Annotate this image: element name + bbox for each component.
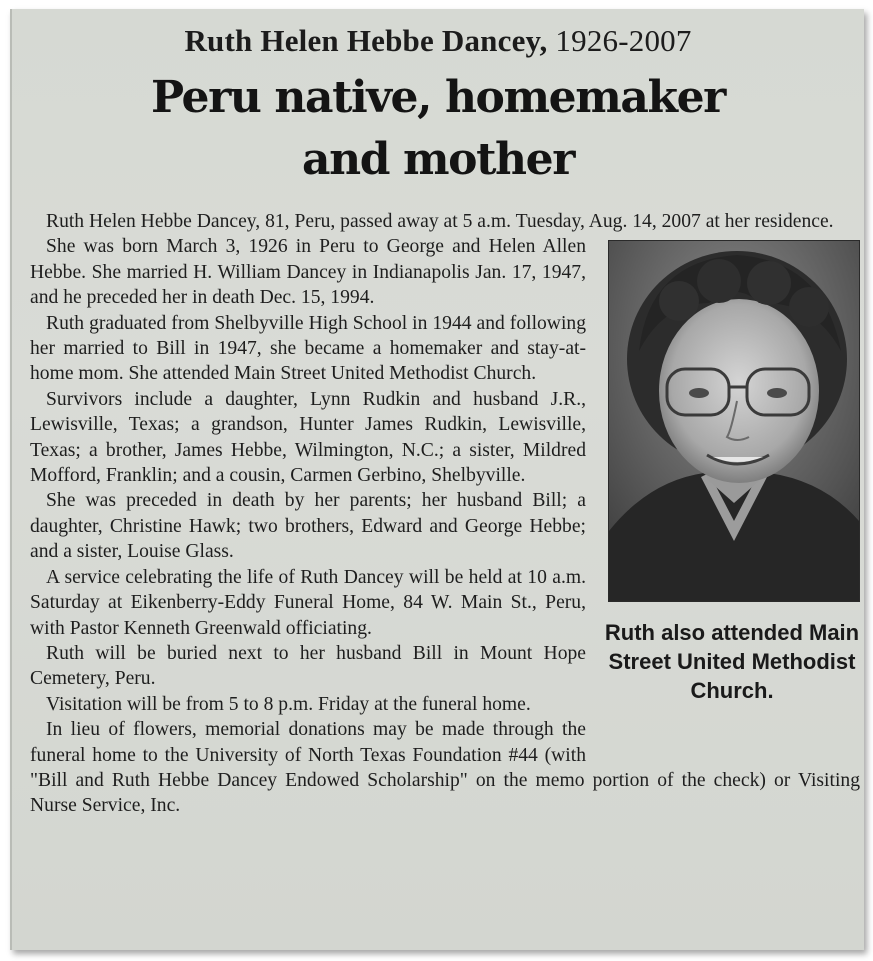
paragraph-birth: She was born March 3, 1926 in Peru to George and Helen Allen Hebbe. She married H. William Dancey in Indianapolis Jan. 17, 1947, and he preceded her in death Dec. 15, 1994. — [30, 236, 586, 309]
newspaper-clipping — [10, 9, 864, 950]
portrait-illustration — [609, 241, 859, 601]
obituary-body — [30, 209, 860, 819]
paragraph-survivors: Survivors include a daughter, Lynn Rudkin and husband J.R., Lewisville, Texas; a grandson, Hunter James Rudkin, Lewisville, Texas; a brother, James Hebbe, Wilmington, N.C.; a sister, Mildred Mofford, Franklin; and a cousin, Carmen Gerbino, Shelbyville. — [30, 388, 586, 487]
paragraph-service: A service celebrating the life of Ruth Dancey will be held at 10 a.m. Saturday at Eikenberry-Eddy Funeral Home, 84 W. Main St., Peru, with Pastor Kenneth Greenwald officiating. — [30, 566, 586, 639]
deceased-name: Ruth Helen Hebbe Dancey, — [184, 23, 548, 58]
photo-box — [600, 234, 860, 744]
name-heading — [12, 23, 864, 59]
paragraph-preceded: She was preceded in death by her parents; her husband Bill; a daughter, Christine Hawk; two brothers, Edward and George Hebbe; and a sister, Louise Glass. — [30, 490, 586, 563]
headline-line-2: and mother — [302, 134, 574, 185]
paragraph-death-notice: Ruth Helen Hebbe Dancey, 81, Peru, passed away at 5 a.m. Tuesday, Aug. 14, 2007 at her residence. — [46, 211, 834, 232]
paragraph-visitation: Visitation will be from 5 to 8 p.m. Friday at the funeral home. — [46, 693, 531, 715]
life-years: 1926-2007 — [555, 23, 692, 58]
photo-caption: Ruth also attended Main Street United Methodist Church. — [604, 620, 860, 704]
paragraph-education: Ruth graduated from Shelbyville High School in 1944 and following her married to Bill in 1947, she became a homemaker and stay-at-home mom. She attended Main Street United Methodist Church. — [30, 312, 586, 385]
paragraph-donations: In lieu of flowers, memorial donations may be made through the funeral home to the University of North Texas Foundation #44 (with "Bill and Ruth Hebbe Dancey Endowed Scholarship" on the memo portion of the check) or Visiting Nurse Service, Inc. — [30, 719, 860, 817]
portrait-photo — [608, 240, 860, 602]
paragraph-burial: Ruth will be buried next to her husband Bill in Mount Hope Cemetery, Peru. — [30, 642, 586, 690]
headline-line-1: Peru native, homemaker — [151, 72, 725, 123]
headline — [12, 67, 864, 191]
